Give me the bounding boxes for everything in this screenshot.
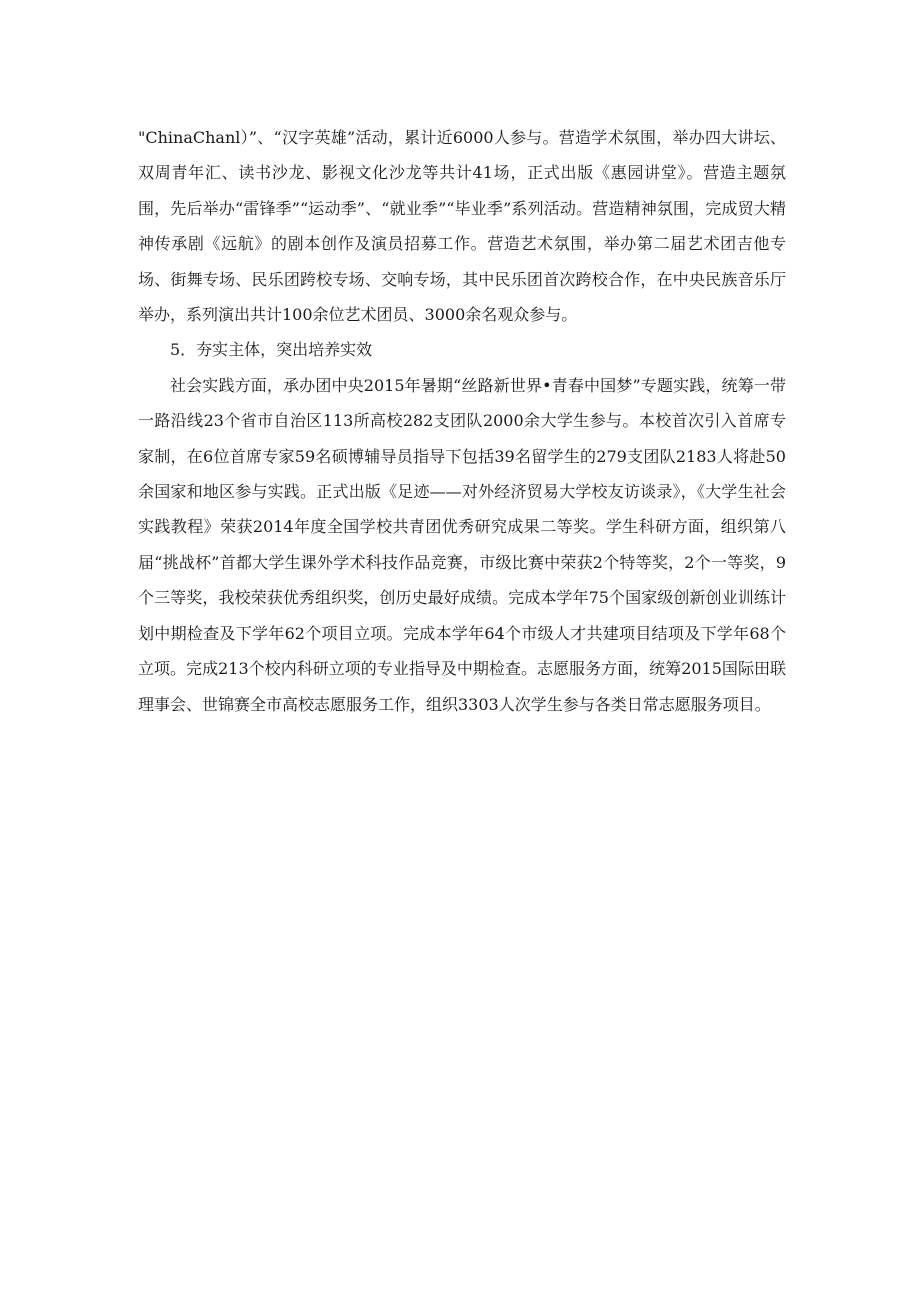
paragraph-continuation: "ChinaChanl）”、“汉字英雄”活动，累计近6000人参与。营造学术氛围，举办四大讲坛、双周青年汇、读书沙龙、影视文化沙龙等共计41场，正式出版《惠园讲堂》。营造主题氛围，先后举办“雷锋季”“运动季”、“就业季”“毕业季”系列活动。营造精神氛围，完成贸大精神传承剧《远航》的剧本创作及演员招募工作。营造艺术氛围，举办第二届艺术团吉他专场、街舞专场、民乐团跨校专场、交响专场，其中民乐团首次跨校合作，在中央民族音乐厅举办，系列演出共计100余位艺术团员、3000余名观众参与。 <box>138 128 786 325</box>
section-heading: 5．夯实主体，突出培养实效 <box>170 340 373 360</box>
paragraph-practice: 社会实践方面，承办团中央2015年暑期“丝路新世界•青春中国梦”专题实践，统筹一带一路沿线23个省市自治区113所高校282支团队2000余大学生参与。本校首次引入首席专家制，在6位首席专家59名硕博辅导员指导下包括39名留学生的279支团队2183人将赴50余国家和地区参与实践。正式出版《足迹——对外经济贸易大学校友访谈录》，《大学生社会实践教程》荣获2014年度全国学校共青团优秀研究成果二等奖。学生科研方面，组织第八届“挑战杯”首都大学生课外学术科技作品竞赛，市级比赛中荣获2个特等奖，2个一等奖，9个三等奖，我校荣获优秀组织奖，创历史最好成绩。完成本学年75个国家级创新创业训练计划中期检查及下学年62个项目立项。完成本学年64个市级人才共建项目结项及下学年68个立项。完成213个校内科研立项的专业指导及中期检查。志愿服务方面，统筹2015国际田联理事会、世锦赛全市高校志愿服务工作，组织3303人次学生参与各类日常志愿服务项目。 <box>138 375 786 714</box>
document-body <box>138 120 786 722</box>
